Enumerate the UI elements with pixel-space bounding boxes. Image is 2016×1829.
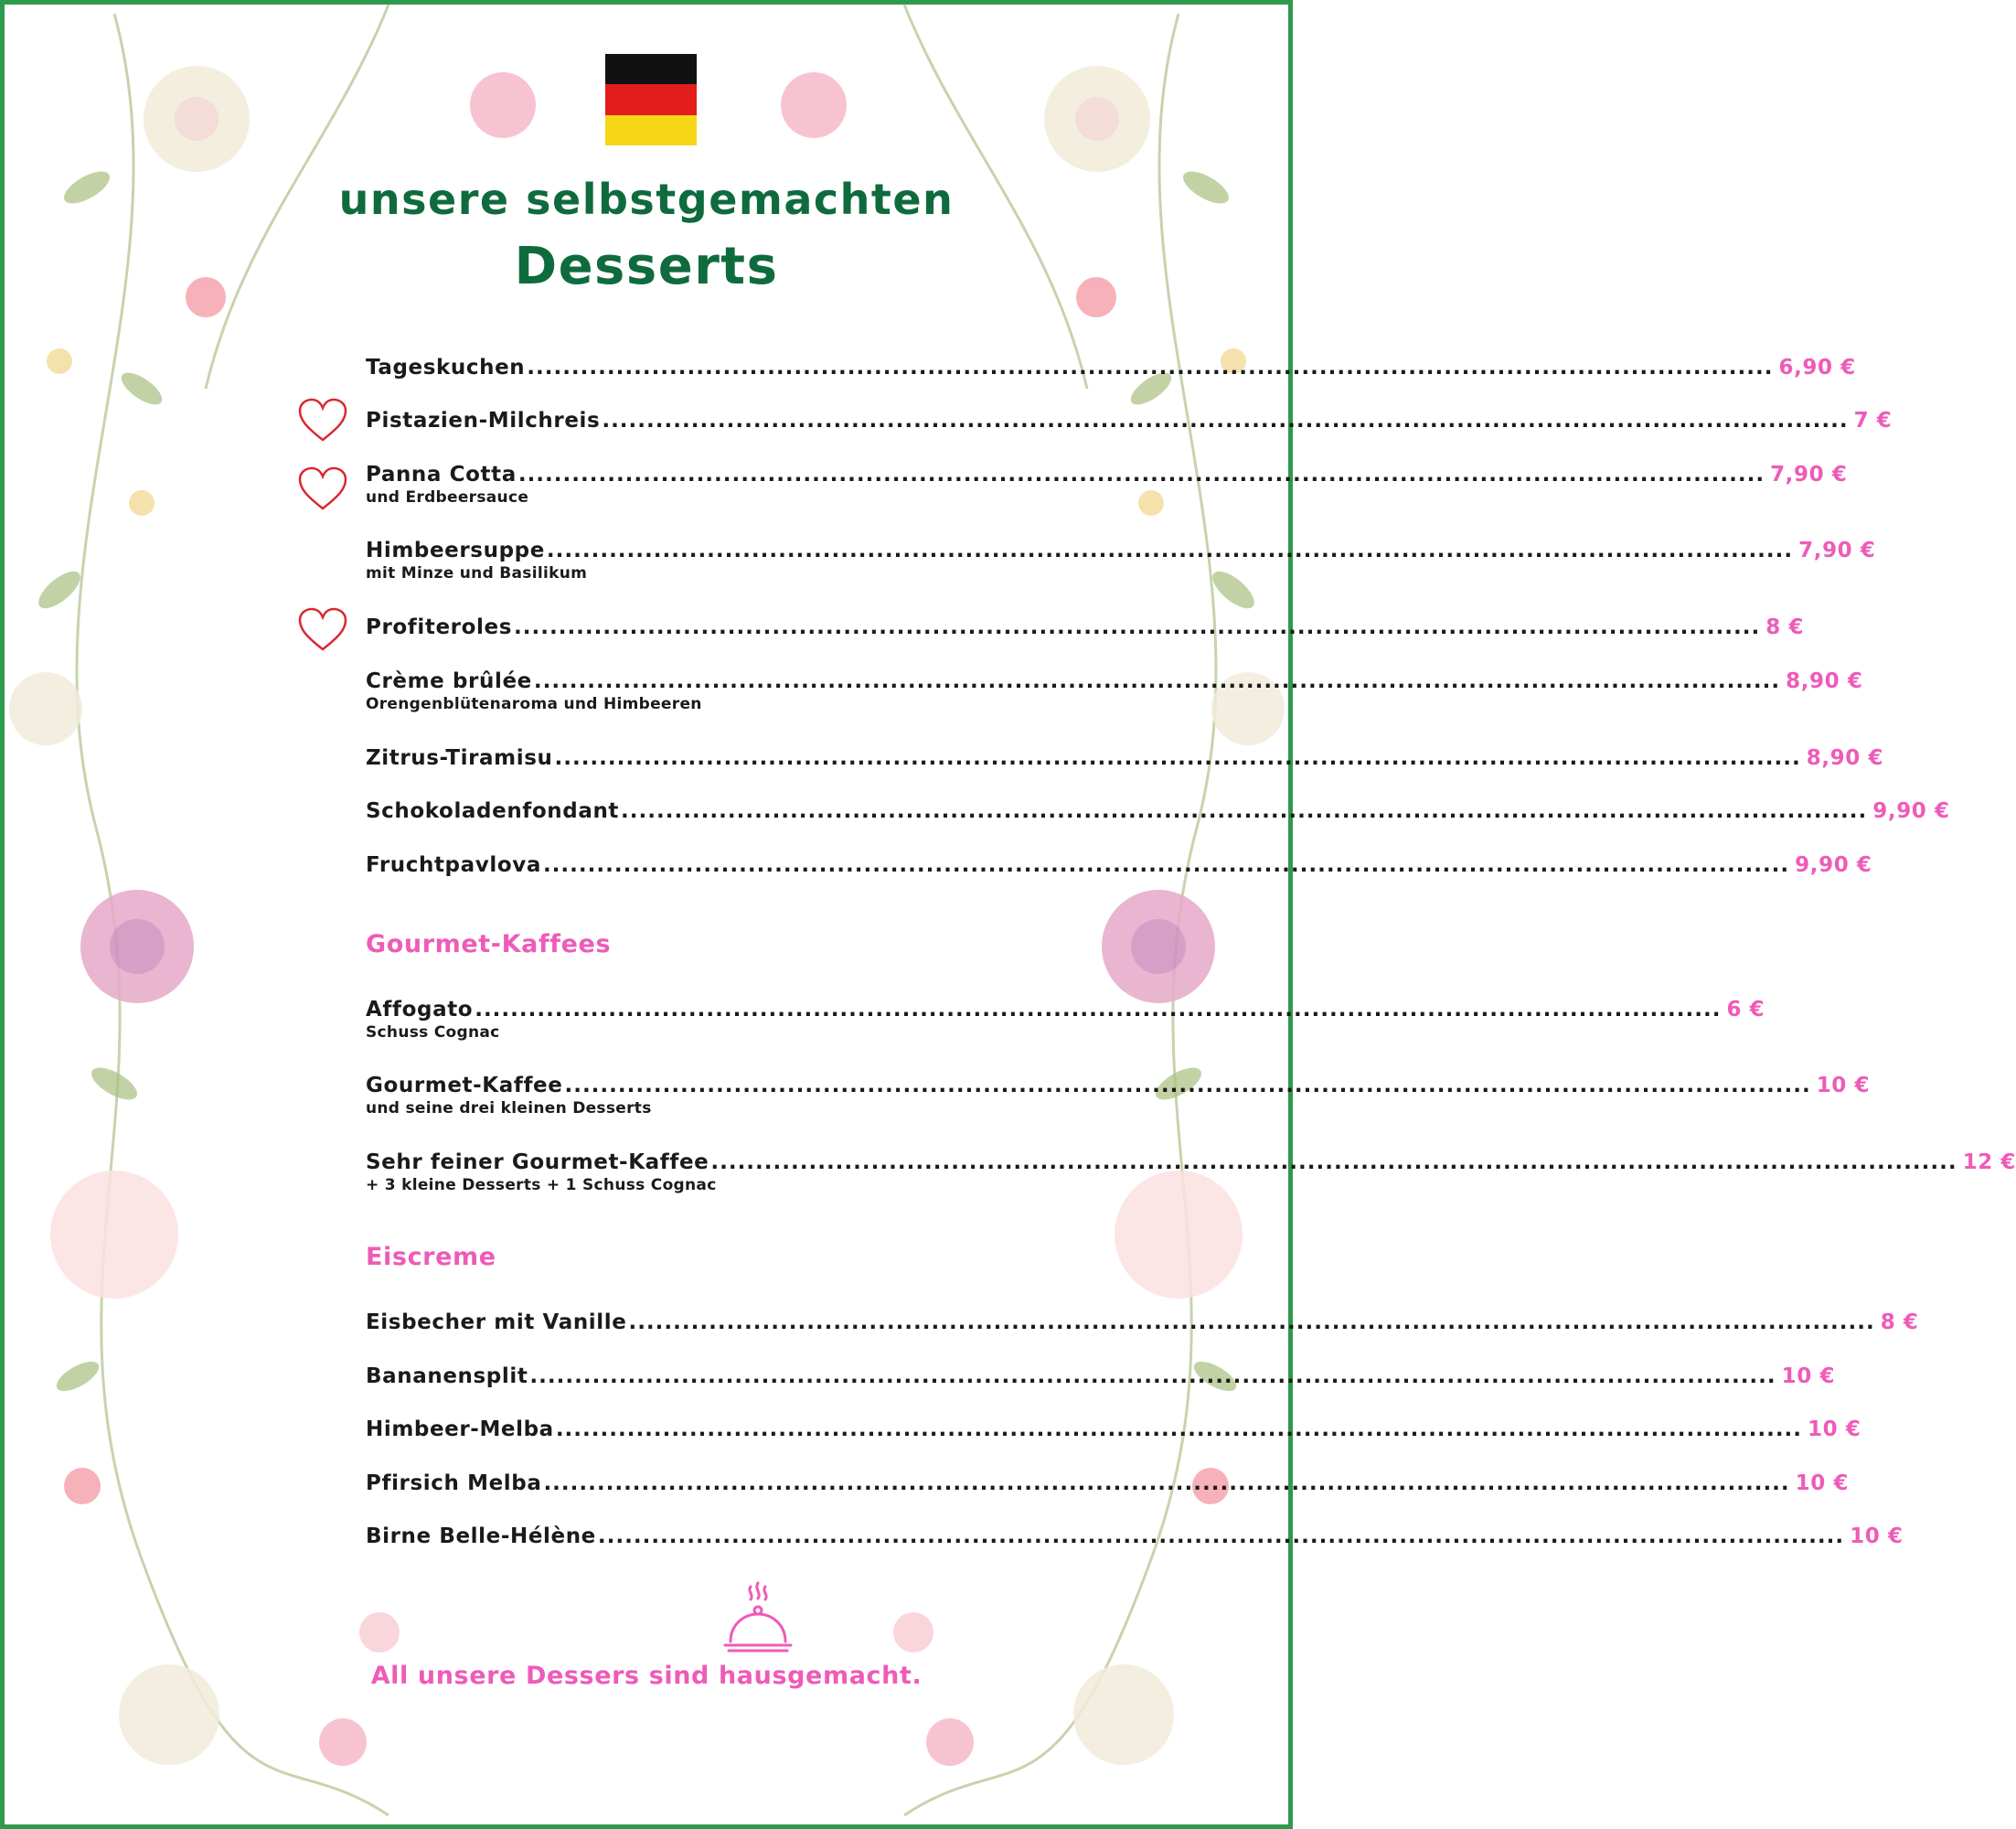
item-name: Bananensplit (366, 1364, 528, 1388)
dot-leader: ............................................................................................................................................ (517, 463, 1765, 487)
item-price: 6 € (1726, 998, 1765, 1021)
menu-item-himbeersuppe (366, 539, 1876, 583)
item-name: Pistazien-Milchreis (366, 409, 601, 433)
item-price: 8 € (1880, 1310, 1919, 1334)
menu-item-affogato (366, 998, 1765, 1042)
menu-item-bananensplit (366, 1364, 1836, 1388)
item-price: 10 € (1808, 1417, 1861, 1441)
menu-item-creme-brulee (366, 669, 1863, 713)
dot-leader: ............................................................................................................................................ (564, 1074, 1811, 1097)
item-name: Eisbecher mit Vanille (366, 1310, 627, 1334)
menu-item-sehr-feiner-gourmet-kaffee (366, 1150, 2016, 1194)
dot-leader: ............................................................................................................................................ (543, 1471, 1790, 1495)
item-name: Zitrus-Tiramisu (366, 746, 553, 770)
heart-icon (297, 398, 348, 444)
item-price: 9,90 € (1795, 853, 1872, 877)
menu-item-zitrus-tiramisu (366, 746, 1884, 770)
item-price: 10 € (1816, 1074, 1871, 1097)
item-price: 10 € (1795, 1471, 1850, 1495)
dot-leader: ............................................................................................................................................ (597, 1524, 1845, 1548)
item-name: Schokoladenfondant (366, 799, 620, 823)
item-name: Fruchtpavlova (366, 853, 541, 877)
dot-leader: ............................................................................................................................................ (546, 539, 1794, 562)
menu-item-gourmet-kaffee (366, 1074, 1871, 1118)
item-price: 9,90 € (1872, 799, 1950, 823)
dot-leader: ............................................................................................................................................ (554, 746, 1801, 770)
flag-stripe-red (605, 84, 697, 114)
item-name: Tageskuchen (366, 356, 526, 380)
menu-item-fruchtpavlova (366, 853, 1872, 877)
dot-leader: ............................................................................................................................................ (628, 1310, 1875, 1334)
item-name: Gourmet-Kaffee (366, 1074, 563, 1097)
section-heading-icecream: Eiscreme (366, 1243, 496, 1271)
page-title: Desserts (514, 237, 779, 296)
flag-stripe-gold (605, 115, 697, 145)
item-price: 7,90 € (1770, 463, 1848, 487)
item-name: Birne Belle-Hélène (366, 1524, 596, 1548)
item-description: Orengenblütenaroma und Himbeeren (366, 695, 702, 713)
dot-leader: ............................................................................................................................................ (514, 615, 1761, 639)
item-name: Profiteroles (366, 615, 513, 639)
item-price: 10 € (1781, 1364, 1836, 1388)
menu-item-pfirsich-melba (366, 1471, 1850, 1495)
menu-item-pistazien-milchreis (366, 409, 1893, 433)
menu-item-tageskuchen (366, 356, 1856, 380)
item-price: 10 € (1850, 1524, 1904, 1548)
menu-item-panna-cotta (366, 463, 1848, 507)
item-price: 8,90 € (1806, 746, 1884, 770)
menu-item-himbeer-melba (366, 1417, 1861, 1441)
dot-leader: ............................................................................................................................................ (542, 853, 1790, 877)
german-flag-icon[interactable] (605, 54, 697, 145)
item-description: + 3 kleine Desserts + 1 Schuss Cognac (366, 1176, 717, 1194)
item-description: und seine drei kleinen Desserts (366, 1099, 652, 1118)
title-line-1: unsere selbstgemachten (338, 175, 955, 224)
dot-leader: ............................................................................................................................................ (529, 1364, 1776, 1388)
dot-leader: ............................................................................................................................................ (527, 356, 1774, 380)
item-price: 8,90 € (1786, 669, 1863, 693)
item-price: 8 € (1765, 615, 1805, 639)
item-name: Sehr feiner Gourmet-Kaffee (366, 1150, 709, 1174)
dot-leader: ............................................................................................................................................ (621, 799, 1868, 823)
item-name: Pfirsich Melba (366, 1471, 542, 1495)
item-name: Himbeer-Melba (366, 1417, 554, 1441)
menu-item-profiteroles (366, 615, 1805, 639)
item-name: Panna Cotta (366, 463, 517, 487)
item-price: 7,90 € (1798, 539, 1876, 562)
item-description: mit Minze und Basilikum (366, 564, 588, 583)
dot-leader: ............................................................................................................................................ (533, 669, 1781, 693)
item-description: Schuss Cognac (366, 1023, 500, 1042)
menu-item-schokoladenfondant (366, 799, 1950, 823)
menu-item-birne-belle-helene (366, 1524, 1904, 1548)
item-price: 7 € (1853, 409, 1893, 433)
heart-icon (297, 607, 348, 653)
heart-icon (297, 466, 348, 512)
flag-stripe-black (605, 54, 697, 84)
item-description: und Erdbeersauce (366, 488, 529, 507)
dot-leader: ............................................................................................................................................ (710, 1150, 1957, 1174)
dot-leader: ............................................................................................................................................ (475, 998, 1722, 1021)
cloche-icon (716, 1579, 798, 1662)
dot-leader: ............................................................................................................................................ (602, 409, 1849, 433)
footer-note: All unsere Dessers sind hausgemacht. (370, 1662, 923, 1690)
item-name: Crème brûlée (366, 669, 532, 693)
item-price: 6,90 € (1778, 356, 1856, 380)
dot-leader: ............................................................................................................................................ (555, 1417, 1803, 1441)
item-name: Himbeersuppe (366, 539, 545, 562)
menu-item-eisbecher-mit-vanille (366, 1310, 1919, 1334)
item-price: 12 € (1962, 1150, 2016, 1174)
section-heading-coffee: Gourmet-Kaffees (366, 930, 612, 958)
item-name: Affogato (366, 998, 474, 1021)
